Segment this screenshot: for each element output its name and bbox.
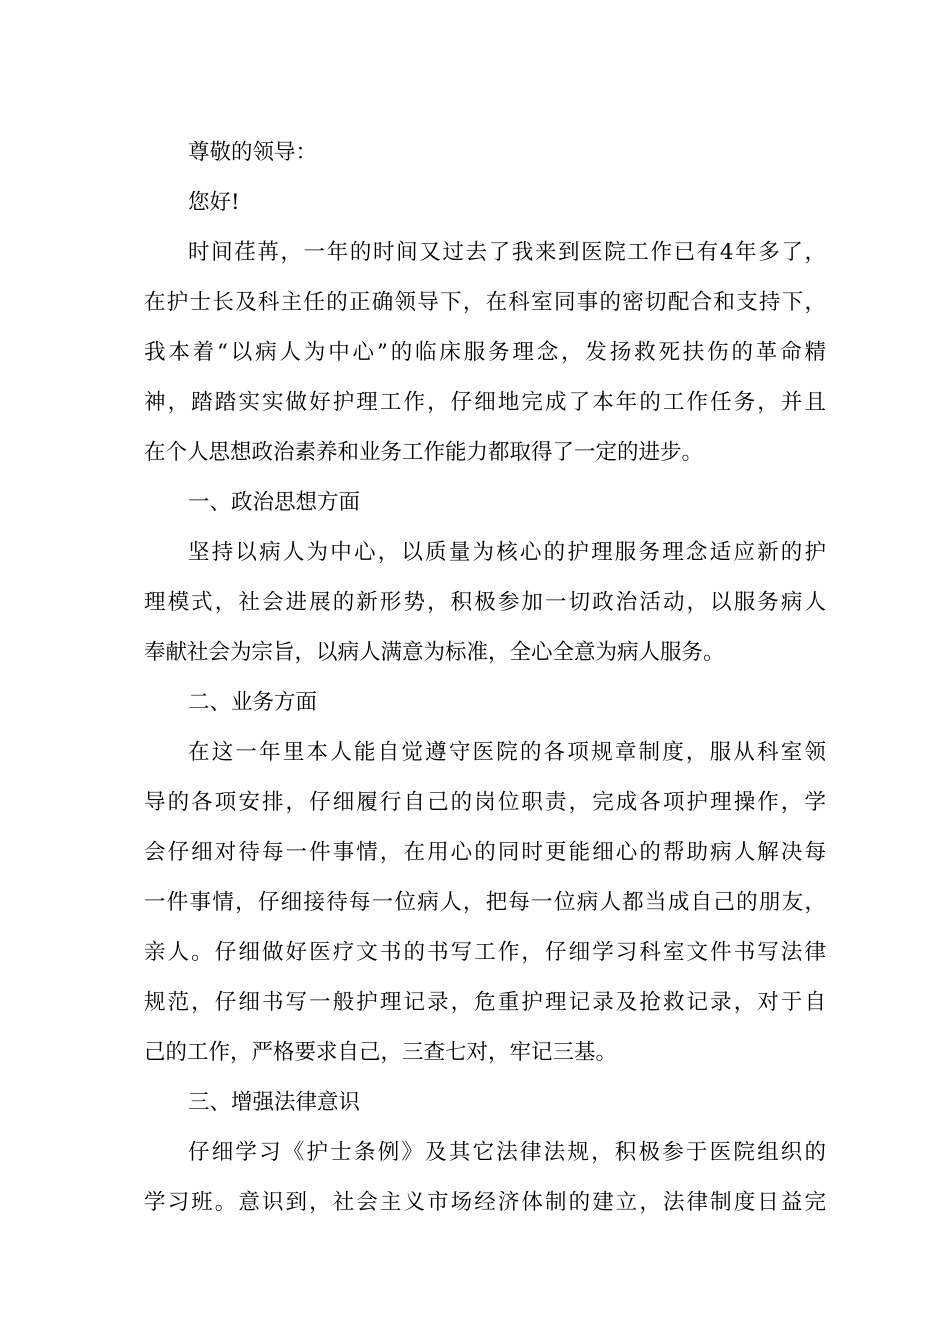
- paragraph-line: 亲人。仔细做好医疗文书的书写工作，仔细学习科室文件书写法律: [144, 940, 826, 965]
- section-heading: 三、增强法律意识: [188, 1090, 361, 1115]
- document-body: [144, 128, 826, 1228]
- paragraph-line: 学习班。意识到，社会主义市场经济体制的建立，法律制度日益完: [144, 1190, 826, 1215]
- paragraph-line: 己的工作，严格要求自己，三查七对，牢记三基。: [144, 1040, 618, 1065]
- paragraph-line: 神，踏踏实实做好护理工作，仔细地完成了本年的工作任务，并且: [144, 390, 826, 415]
- paragraph-line: 仔细学习《护士条例》及其它法律法规，积极参于医院组织的: [188, 1140, 826, 1165]
- paragraph-line: 时间荏苒，一年的时间又过去了我来到医院工作已有4年多了，: [188, 240, 826, 265]
- section-heading: 一、政治思想方面: [188, 490, 361, 515]
- salutation: 尊敬的领导：: [188, 140, 318, 165]
- paragraph-line: 我本着“以病人为中心”的临床服务理念，发扬救死扶伤的革命精: [144, 340, 826, 365]
- paragraph-line: 一件事情，仔细接待每一位病人，把每一位病人都当成自己的朋友，: [144, 890, 826, 915]
- paragraph-line: 在个人思想政治素养和业务工作能力都取得了一定的进步。: [144, 440, 704, 465]
- greeting: 您好!: [188, 190, 240, 215]
- paragraph-line: 在护士长及科主任的正确领导下，在科室同事的密切配合和支持下，: [144, 290, 826, 315]
- paragraph-line: 奉献社会为宗旨，以病人满意为标准，全心全意为病人服务。: [144, 640, 725, 665]
- paragraph-line: 导的各项安排，仔细履行自己的岗位职责，完成各项护理操作，学: [144, 790, 826, 815]
- paragraph-line: 理模式，社会进展的新形势，积极参加一切政治活动，以服务病人: [144, 590, 826, 615]
- paragraph-line: 会仔细对待每一件事情，在用心的同时更能细心的帮助病人解决每: [144, 840, 826, 865]
- paragraph-line: 规范，仔细书写一般护理记录，危重护理记录及抢救记录，对于自: [144, 990, 826, 1015]
- paragraph-line: 在这一年里本人能自觉遵守医院的各项规章制度，服从科室领: [188, 740, 826, 765]
- section-heading: 二、业务方面: [188, 690, 318, 715]
- paragraph-line: 坚持以病人为中心，以质量为核心的护理服务理念适应新的护: [188, 540, 826, 565]
